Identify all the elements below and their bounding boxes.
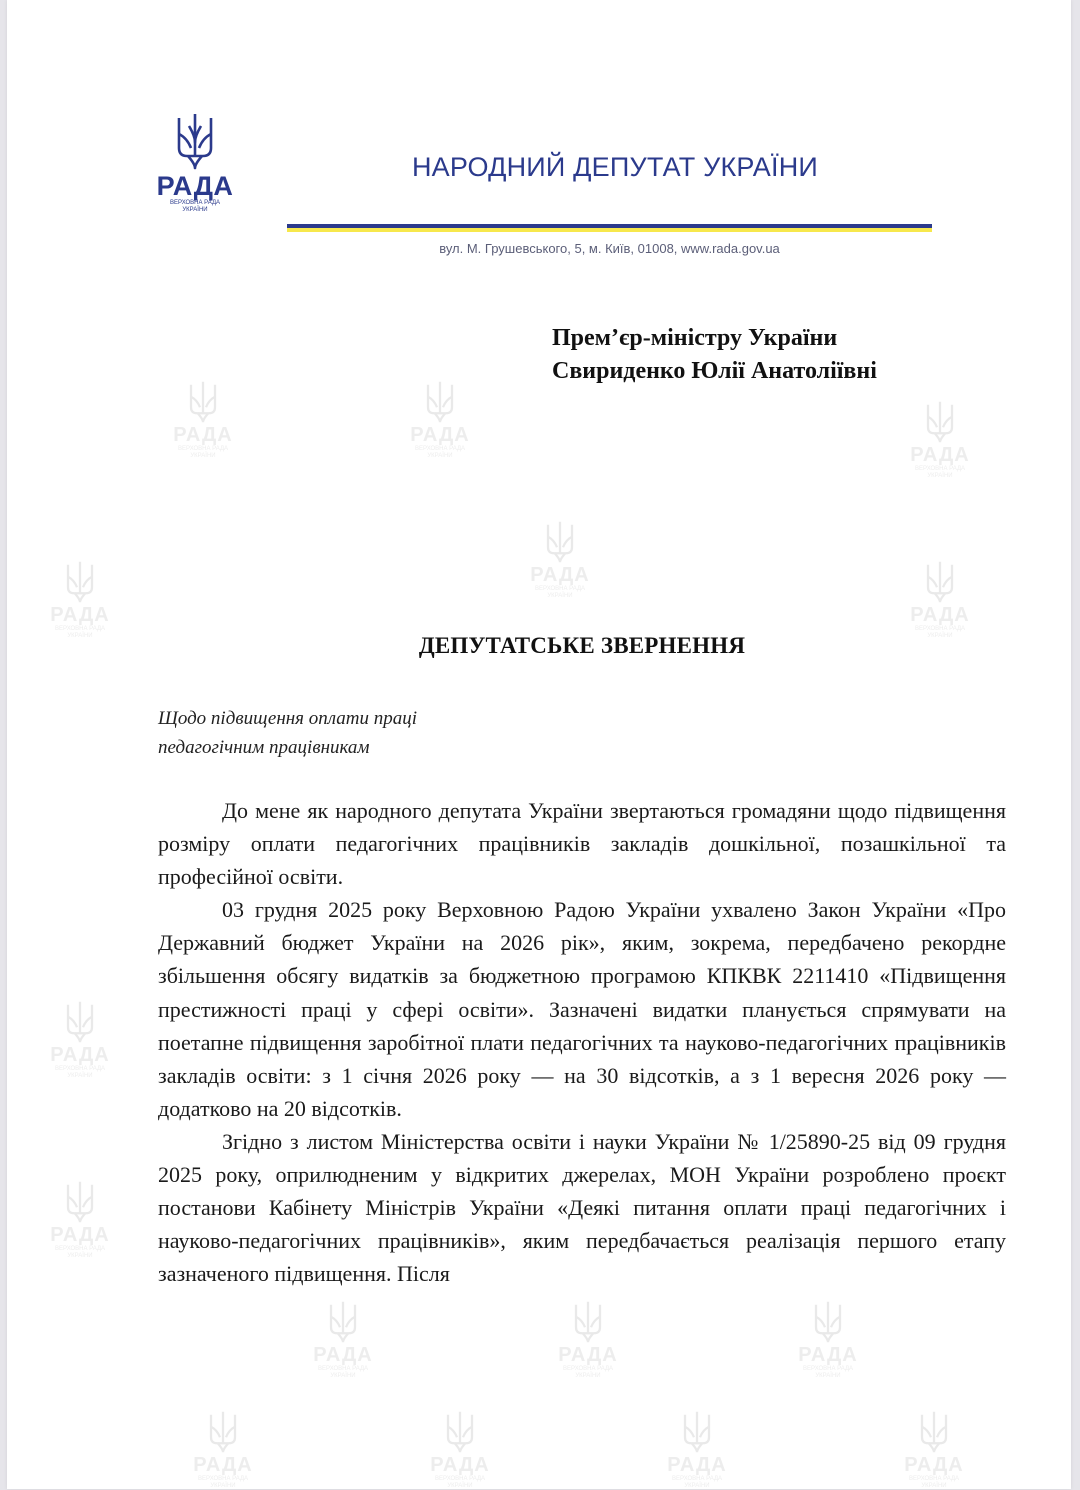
- watermark-subtitle-line1: ВЕРХОВНА РАДА: [914, 626, 966, 632]
- trident-icon: [65, 1180, 95, 1224]
- watermark-word: РАДА: [193, 1454, 253, 1476]
- watermark-subtitle-line2: УКРАЇНИ: [815, 1373, 841, 1379]
- watermark-word: РАДА: [430, 1454, 490, 1476]
- rada-watermark: [520, 520, 600, 600]
- trident-icon: [919, 1410, 949, 1454]
- watermark-word: РАДА: [530, 564, 590, 586]
- trident-icon: [65, 1000, 95, 1044]
- trident-icon: [425, 380, 455, 424]
- watermark-subtitle-line2: УКРАЇНИ: [927, 633, 953, 639]
- trident-icon: [813, 1300, 843, 1344]
- watermark-subtitle-line2: УКРАЇНИ: [575, 1373, 601, 1379]
- addressee-block: [552, 322, 877, 388]
- watermark-subtitle-line2: УКРАЇНИ: [210, 1483, 236, 1489]
- watermark-word: РАДА: [50, 1044, 110, 1066]
- watermark-word: РАДА: [558, 1344, 618, 1366]
- trident-icon: [445, 1410, 475, 1454]
- letterhead-divider: [287, 224, 932, 232]
- trident-icon: [175, 112, 215, 170]
- logo-wordmark: РАДА: [156, 171, 234, 201]
- body-paragraph: До мене як народного депутата України звертаються громадяни щодо підвищення розміру оплати педагогічних працівників закладів дошкільної, позашкільної та професійної освіти.: [158, 798, 1006, 890]
- rada-watermark: [163, 380, 243, 460]
- watermark-subtitle-line2: УКРАЇНИ: [447, 1483, 473, 1489]
- divider-yellow-stripe: [287, 228, 932, 232]
- rada-watermark: [788, 1300, 868, 1380]
- rada-watermark: [900, 400, 980, 480]
- trident-icon: [208, 1410, 238, 1454]
- rada-watermark: [40, 560, 120, 640]
- watermark-subtitle-line2: УКРАЇНИ: [67, 633, 93, 639]
- document-page: [7, 0, 1071, 1489]
- rada-watermark: [900, 560, 980, 640]
- watermark-subtitle-line1: ВЕРХОВНА РАДА: [562, 1366, 614, 1372]
- watermark-subtitle-line1: ВЕРХОВНА РАДА: [54, 1246, 106, 1252]
- watermark-word: РАДА: [50, 1224, 110, 1246]
- subject-line-2: педагогічним працівникам: [158, 737, 370, 758]
- trident-icon: [573, 1300, 603, 1344]
- trident-icon: [545, 520, 575, 564]
- watermark-subtitle-line2: УКРАЇНИ: [190, 453, 216, 459]
- trident-icon: [65, 560, 95, 604]
- watermark-subtitle-line1: ВЕРХОВНА РАДА: [908, 1476, 960, 1482]
- watermark-subtitle-line2: УКРАЇНИ: [684, 1483, 710, 1489]
- watermark-subtitle-line2: УКРАЇНИ: [67, 1073, 93, 1079]
- watermark-subtitle-line1: ВЕРХОВНА РАДА: [317, 1366, 369, 1372]
- logo-subtitle-line2: УКРАЇНИ: [182, 207, 208, 213]
- rada-watermark: [400, 380, 480, 460]
- watermark-word: РАДА: [173, 424, 233, 446]
- watermark-subtitle-line1: ВЕРХОВНА РАДА: [414, 446, 466, 452]
- watermark-word: РАДА: [50, 604, 110, 626]
- watermark-subtitle-line1: ВЕРХОВНА РАДА: [534, 586, 586, 592]
- watermark-subtitle-line2: УКРАЇНИ: [927, 473, 953, 479]
- watermark-subtitle-line2: УКРАЇНИ: [67, 1253, 93, 1259]
- rada-watermark: [183, 1410, 263, 1490]
- rada-watermark: [657, 1410, 737, 1490]
- watermark-subtitle-line2: УКРАЇНИ: [921, 1483, 947, 1489]
- rada-watermark: [548, 1300, 628, 1380]
- watermark-subtitle-line2: УКРАЇНИ: [547, 593, 573, 599]
- trident-icon: [925, 560, 955, 604]
- watermark-subtitle-line1: ВЕРХОВНА РАДА: [54, 626, 106, 632]
- rada-watermark: [40, 1000, 120, 1080]
- rada-watermark: [420, 1410, 500, 1490]
- letter-body: [158, 794, 1006, 1290]
- letterhead-title: НАРОДНИЙ ДЕПУТАТ УКРАЇНИ: [411, 152, 819, 182]
- trident-icon: [188, 380, 218, 424]
- addressee-name: Свириденко Юлії Анатоліївні: [552, 358, 877, 384]
- rada-watermark: [40, 1180, 120, 1260]
- watermark-subtitle-line1: ВЕРХОВНА РАДА: [914, 466, 966, 472]
- watermark-word: РАДА: [410, 424, 470, 446]
- document-title: ДЕПУТАТСЬКЕ ЗВЕРНЕННЯ: [418, 633, 746, 658]
- watermark-subtitle-line1: ВЕРХОВНА РАДА: [197, 1476, 249, 1482]
- watermark-subtitle-line1: ВЕРХОВНА РАДА: [54, 1066, 106, 1072]
- watermark-word: РАДА: [910, 444, 970, 466]
- watermark-subtitle-line1: ВЕРХОВНА РАДА: [671, 1476, 723, 1482]
- subject-block: [158, 704, 417, 762]
- trident-icon: [925, 400, 955, 444]
- subject-line-1: Щодо підвищення оплати праці: [158, 708, 418, 729]
- body-paragraph: Згідно з листом Міністерства освіти і науки України № 1/25890-25 від 09 грудня 2025 року, оприлюдненим у відкритих джерелах, МОН України розроблено проєкт постанови Кабінету Міністрів України «Деякі питання оплати праці педагогічних і науково-педагогічних працівників», яким передбачається реалізація першого етапу зазначеного підвищення. Після: [158, 1128, 1006, 1287]
- watermark-word: РАДА: [667, 1454, 727, 1476]
- rada-watermark: [303, 1300, 383, 1380]
- logo-subtitle-line1: ВЕРХОВНА РАДА: [169, 200, 221, 206]
- trident-icon: [328, 1300, 358, 1344]
- letterhead-address: вул. М. Грушевського, 5, м. Київ, 01008, www.rada.gov.ua: [439, 241, 780, 256]
- addressee-position: Прем’єр-міністру України: [552, 325, 838, 351]
- watermark-word: РАДА: [313, 1344, 373, 1366]
- watermark-word: РАДА: [904, 1454, 964, 1476]
- watermark-word: РАДА: [910, 604, 970, 626]
- body-paragraph: 03 грудня 2025 року Верховною Радою України ухвалено Закон України «Про Державний бюджет України на 2026 рік», яким, зокрема, передбачено рекордне збільшення обсягу видатків за бюджетною програмою КПКВК 2211410 «Підвищення престижності праці у сфері освіти». Зазначені видатки планується спрямувати на поетапне підвищення заробітної плати педагогічних та науково-педагогічних працівників закладів освіти: з 1 січня 2026 року — на 30 відсотків, а з 1 вересня 2026 року — додатково на 20 відсотків.: [158, 897, 1006, 1121]
- watermark-subtitle-line1: ВЕРХОВНА РАДА: [802, 1366, 854, 1372]
- trident-icon: [682, 1410, 712, 1454]
- watermark-word: РАДА: [798, 1344, 858, 1366]
- watermark-subtitle-line2: УКРАЇНИ: [330, 1373, 356, 1379]
- rada-logo: [150, 112, 240, 214]
- watermark-subtitle-line1: ВЕРХОВНА РАДА: [434, 1476, 486, 1482]
- watermark-subtitle-line1: ВЕРХОВНА РАДА: [177, 446, 229, 452]
- rada-watermark: [894, 1410, 974, 1490]
- watermark-subtitle-line2: УКРАЇНИ: [427, 453, 453, 459]
